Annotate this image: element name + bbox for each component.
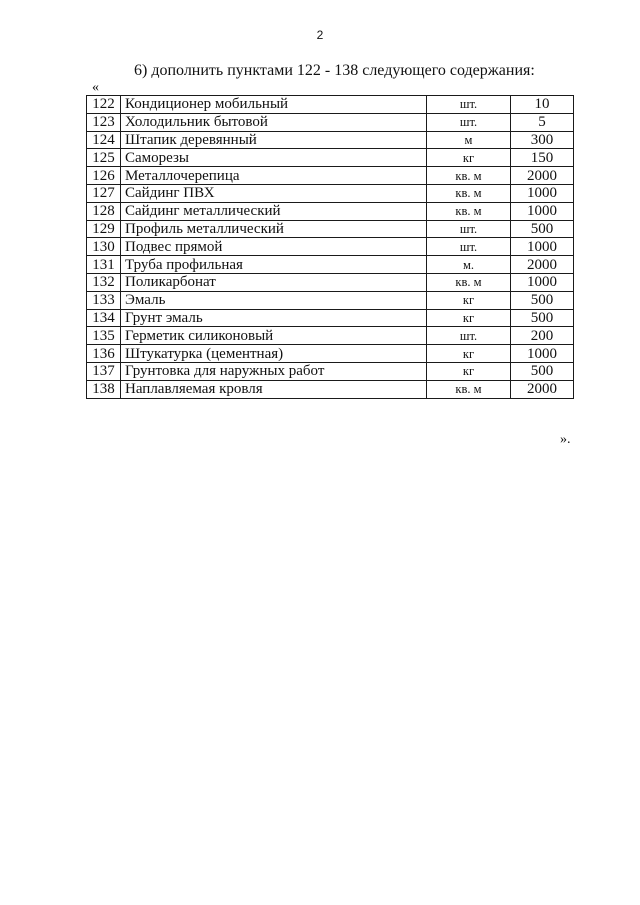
quantity-cell: 1000 bbox=[511, 202, 574, 220]
unit-cell: шт. bbox=[427, 220, 511, 238]
table-row bbox=[87, 167, 574, 185]
table-row bbox=[87, 309, 574, 327]
quantity-cell: 500 bbox=[511, 309, 574, 327]
opening-quote: « bbox=[92, 80, 99, 95]
table-row bbox=[87, 220, 574, 238]
row-number-cell: 132 bbox=[87, 273, 121, 291]
table-row bbox=[87, 184, 574, 202]
row-number-cell: 128 bbox=[87, 202, 121, 220]
row-number-cell: 138 bbox=[87, 380, 121, 398]
item-name-cell: Подвес прямой bbox=[121, 238, 427, 256]
unit-cell: кг bbox=[427, 309, 511, 327]
item-name-cell: Поликарбонат bbox=[121, 273, 427, 291]
item-name-cell: Труба профильная bbox=[121, 256, 427, 274]
item-name-cell: Кондиционер мобильный bbox=[121, 96, 427, 114]
row-number-cell: 137 bbox=[87, 362, 121, 380]
unit-cell: шт. bbox=[427, 327, 511, 345]
unit-cell: кв. м bbox=[427, 380, 511, 398]
unit-cell: кг bbox=[427, 291, 511, 309]
item-name-cell: Штукатурка (цементная) bbox=[121, 345, 427, 363]
quantity-cell: 150 bbox=[511, 149, 574, 167]
table-row bbox=[87, 113, 574, 131]
quantity-cell: 5 bbox=[511, 113, 574, 131]
table-row bbox=[87, 380, 574, 398]
item-name-cell: Саморезы bbox=[121, 149, 427, 167]
unit-cell: шт. bbox=[427, 238, 511, 256]
unit-cell: м. bbox=[427, 256, 511, 274]
row-number-cell: 126 bbox=[87, 167, 121, 185]
row-number-cell: 131 bbox=[87, 256, 121, 274]
table-row bbox=[87, 202, 574, 220]
row-number-cell: 130 bbox=[87, 238, 121, 256]
quantity-cell: 2000 bbox=[511, 167, 574, 185]
item-name-cell: Эмаль bbox=[121, 291, 427, 309]
page-number: 2 bbox=[316, 28, 324, 42]
row-number-cell: 123 bbox=[87, 113, 121, 131]
table-row bbox=[87, 131, 574, 149]
item-name-cell: Грунт эмаль bbox=[121, 309, 427, 327]
unit-cell: кв. м bbox=[427, 273, 511, 291]
item-name-cell: Профиль металлический bbox=[121, 220, 427, 238]
quantity-cell: 2000 bbox=[511, 380, 574, 398]
item-name-cell: Штапик деревянный bbox=[121, 131, 427, 149]
table-row bbox=[87, 327, 574, 345]
quantity-cell: 500 bbox=[511, 220, 574, 238]
item-name-cell: Грунтовка для наружных работ bbox=[121, 362, 427, 380]
unit-cell: м bbox=[427, 131, 511, 149]
quantity-cell: 200 bbox=[511, 327, 574, 345]
item-name-cell: Металлочерепица bbox=[121, 167, 427, 185]
unit-cell: кв. м bbox=[427, 184, 511, 202]
quantity-cell: 1000 bbox=[511, 238, 574, 256]
table-row bbox=[87, 149, 574, 167]
unit-cell: кв. м bbox=[427, 167, 511, 185]
row-number-cell: 127 bbox=[87, 184, 121, 202]
table-row bbox=[87, 291, 574, 309]
table-row bbox=[87, 273, 574, 291]
item-name-cell: Холодильник бытовой bbox=[121, 113, 427, 131]
unit-cell: шт. bbox=[427, 113, 511, 131]
unit-cell: шт. bbox=[427, 96, 511, 114]
table-row bbox=[87, 256, 574, 274]
intro-text: 6) дополнить пунктами 122 - 138 следующего содержания: bbox=[134, 62, 535, 79]
item-name-cell: Сайдинг металлический bbox=[121, 202, 427, 220]
item-name-cell: Сайдинг ПВХ bbox=[121, 184, 427, 202]
quantity-cell: 500 bbox=[511, 362, 574, 380]
quantity-cell: 500 bbox=[511, 291, 574, 309]
row-number-cell: 124 bbox=[87, 131, 121, 149]
row-number-cell: 134 bbox=[87, 309, 121, 327]
item-name-cell: Герметик силиконовый bbox=[121, 327, 427, 345]
table-row bbox=[87, 96, 574, 114]
quantity-cell: 2000 bbox=[511, 256, 574, 274]
table-row bbox=[87, 238, 574, 256]
row-number-cell: 136 bbox=[87, 345, 121, 363]
row-number-cell: 122 bbox=[87, 96, 121, 114]
unit-cell: кг bbox=[427, 362, 511, 380]
unit-cell: кв. м bbox=[427, 202, 511, 220]
row-number-cell: 125 bbox=[87, 149, 121, 167]
unit-cell: кг bbox=[427, 149, 511, 167]
quantity-cell: 10 bbox=[511, 96, 574, 114]
unit-cell: кг bbox=[427, 345, 511, 363]
quantity-cell: 1000 bbox=[511, 345, 574, 363]
table-row bbox=[87, 362, 574, 380]
items-table bbox=[86, 95, 574, 399]
item-name-cell: Наплавляемая кровля bbox=[121, 380, 427, 398]
quantity-cell: 300 bbox=[511, 131, 574, 149]
row-number-cell: 135 bbox=[87, 327, 121, 345]
items-table-body bbox=[87, 96, 574, 399]
row-number-cell: 129 bbox=[87, 220, 121, 238]
table-row bbox=[87, 345, 574, 363]
quantity-cell: 1000 bbox=[511, 273, 574, 291]
quantity-cell: 1000 bbox=[511, 184, 574, 202]
closing-quote: ». bbox=[560, 432, 571, 447]
row-number-cell: 133 bbox=[87, 291, 121, 309]
